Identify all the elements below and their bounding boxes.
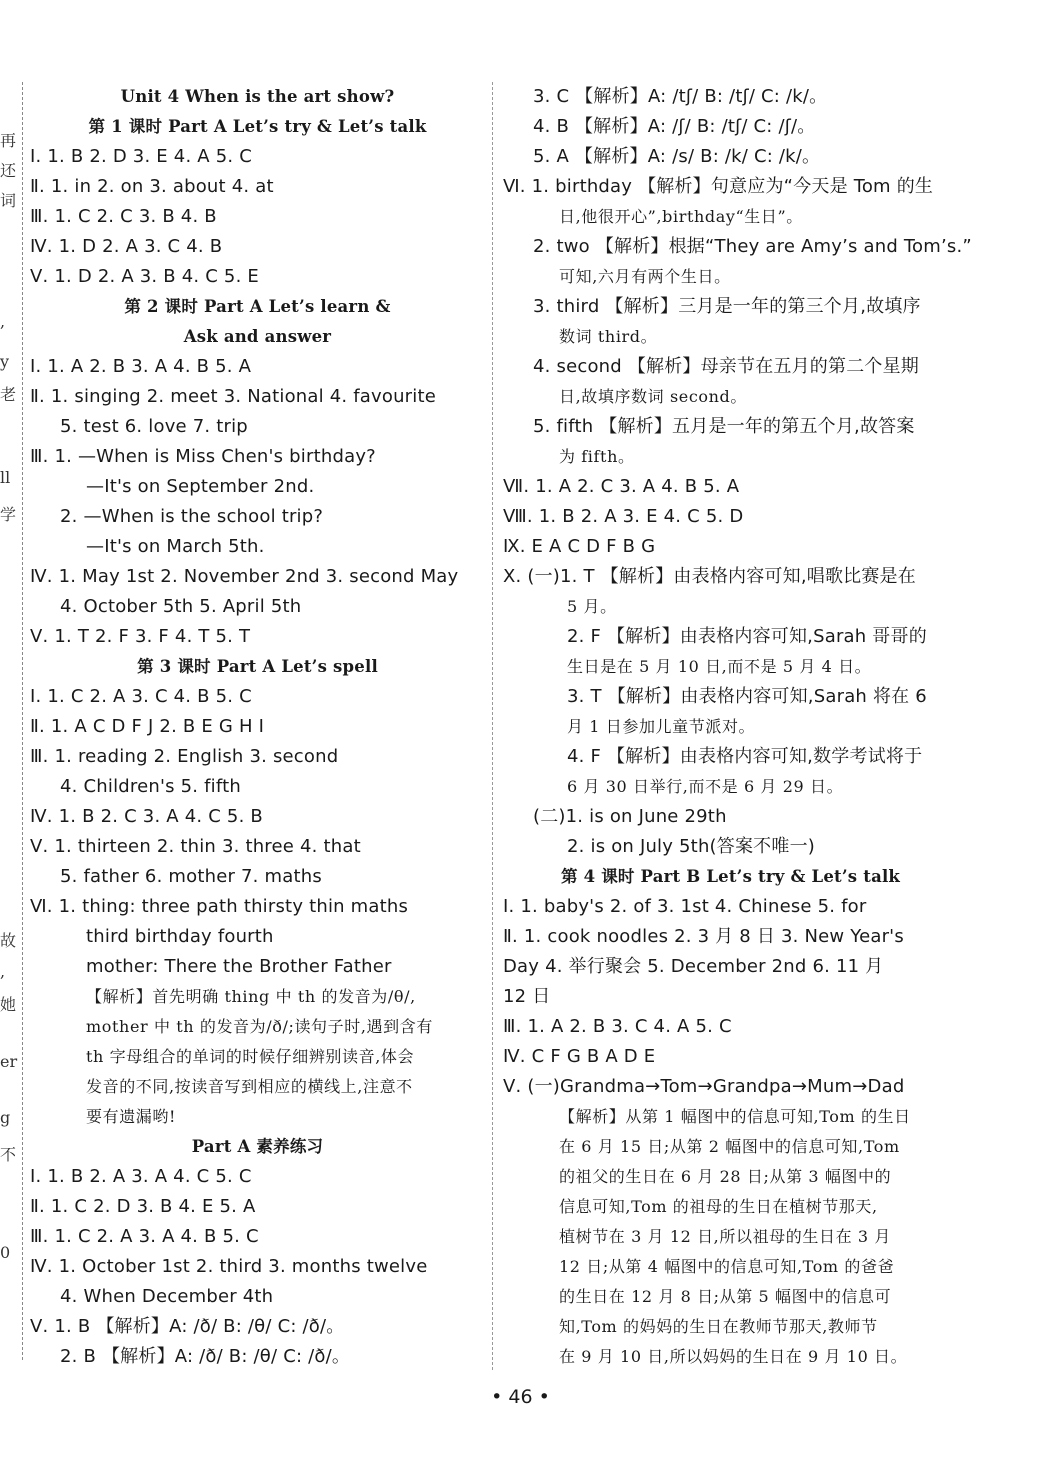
- answer-line: th 字母组合的单词的时候仔细辨别读音,体会: [86, 1047, 415, 1066]
- section-heading: Ask and answer: [183, 327, 332, 346]
- edge-fragment: 她: [0, 995, 17, 1014]
- answer-line: Ⅰ. 1. baby's 2. of 3. 1st 4. Chinese 5. for: [503, 896, 867, 917]
- section-heading: 第 2 课时 Part A Let’s learn &: [124, 297, 391, 316]
- answer-line: 的祖父的生日在 6 月 28 日;从第 3 幅图中的: [559, 1167, 892, 1186]
- edge-fragment: ,: [0, 962, 6, 981]
- answer-line: 日,故填序数词 second。: [559, 387, 747, 406]
- answer-line: 要有遗漏哟!: [86, 1107, 177, 1126]
- answer-line: 2. two 【解析】根据“They are Amy’s and Tom’s.”: [533, 236, 972, 257]
- answer-line: Ⅲ. 1. C 2. C 3. B 4. B: [30, 206, 217, 227]
- answer-line: mother: There the Brother Father: [86, 956, 392, 977]
- section-heading: 第 1 课时 Part A Let’s try & Let’s talk: [88, 117, 427, 136]
- edge-fragment: 还: [0, 161, 17, 180]
- answer-line: 4. F 【解析】由表格内容可知,数学考试将于: [567, 746, 923, 767]
- answer-line: 5. A 【解析】A: /s/ B: /k/ C: /k/。: [533, 146, 821, 167]
- edge-fragment: g: [0, 1108, 11, 1127]
- answer-line: Ⅰ. 1. A 2. B 3. A 4. B 5. A: [30, 356, 252, 377]
- edge-fragment: 老: [0, 385, 17, 404]
- answer-line: 发音的不同,按读音写到相应的横线上,注意不: [86, 1077, 413, 1096]
- answer-line: —It's on March 5th.: [86, 536, 265, 557]
- answer-line: 5 月。: [567, 597, 617, 616]
- answer-line: Day 4. 举行聚会 5. December 2nd 6. 11 月: [503, 956, 884, 977]
- answer-line: Ⅲ. 1. —When is Miss Chen's birthday?: [30, 446, 376, 467]
- answer-line: Ⅶ. 1. A 2. C 3. A 4. B 5. A: [503, 476, 740, 497]
- answer-line: 2. —When is the school trip?: [60, 506, 324, 527]
- edge-fragment: 再: [0, 131, 17, 150]
- answer-line: Ⅲ. 1. A 2. B 3. C 4. A 5. C: [503, 1016, 732, 1037]
- left-margin-rule: [22, 82, 23, 1360]
- answer-line: Ⅹ. (一)1. T 【解析】由表格内容可知,唱歌比赛是在: [503, 566, 916, 587]
- answer-line: 生日是在 5 月 10 日,而不是 5 月 4 日。: [567, 657, 872, 676]
- section-heading: Unit 4 When is the art show?: [120, 87, 395, 106]
- answer-line: Ⅰ. 1. B 2. A 3. A 4. C 5. C: [30, 1166, 252, 1187]
- section-heading: 第 4 课时 Part B Let’s try & Let’s talk: [560, 867, 901, 886]
- answer-line: Ⅱ. 1. A C D F J 2. B E G H I: [30, 716, 265, 737]
- answer-line: 2. B 【解析】A: /ð/ B: /θ/ C: /ð/。: [60, 1346, 351, 1367]
- answer-line: 5. test 6. love 7. trip: [60, 416, 248, 437]
- edge-fragment: 故: [0, 931, 17, 950]
- answer-line: 可知,六月有两个生日。: [559, 267, 731, 286]
- answer-line: 3. T 【解析】由表格内容可知,Sarah 将在 6: [567, 686, 927, 707]
- answer-line: 3. third 【解析】三月是一年的第三个月,故填序: [533, 296, 921, 317]
- answer-line: 的生日在 12 月 8 日;从第 5 幅图中的信息可: [559, 1287, 892, 1306]
- answer-line: 4. second 【解析】母亲节在五月的第二个星期: [533, 356, 920, 377]
- page-number: • 46 •: [491, 1386, 550, 1408]
- answer-line: Ⅴ. 1. D 2. A 3. B 4. C 5. E: [30, 266, 259, 287]
- answer-line: Ⅴ. 1. thirteen 2. thin 3. three 4. that: [30, 836, 361, 857]
- answer-line: 12 日;从第 4 幅图中的信息可知,Tom 的爸爸: [559, 1257, 895, 1276]
- answer-line: 5. father 6. mother 7. maths: [60, 866, 322, 887]
- edge-fragment: 0: [0, 1243, 11, 1262]
- edge-fragment: 词: [0, 191, 17, 210]
- answer-line: Ⅸ. E A C D F B G: [503, 536, 656, 557]
- answer-line: Ⅴ. 1. T 2. F 3. F 4. T 5. T: [30, 626, 251, 647]
- answer-line: 5. fifth 【解析】五月是一年的第五个月,故答案: [533, 416, 915, 437]
- answer-line: 在 9 月 10 日,所以妈妈的生日在 9 月 10 日。: [559, 1347, 908, 1366]
- answer-line: 3. C 【解析】A: /tʃ/ B: /tʃ/ C: /k/。: [533, 86, 828, 107]
- answer-line: 在 6 月 15 日;从第 2 幅图中的信息可知,Tom: [559, 1137, 900, 1156]
- answer-line: Ⅲ. 1. reading 2. English 3. second: [30, 746, 339, 767]
- edge-fragment: 学: [0, 505, 17, 524]
- answer-line: 月 1 日参加儿童节派对。: [567, 717, 756, 736]
- answer-line: Ⅱ. 1. in 2. on 3. about 4. at: [30, 176, 274, 197]
- answer-line: 植树节在 3 月 12 日,所以祖母的生日在 3 月: [559, 1227, 891, 1246]
- answer-line: 2. F 【解析】由表格内容可知,Sarah 哥哥的: [567, 626, 927, 647]
- answer-line: 【解析】首先明确 thing 中 th 的发音为/θ/,: [86, 987, 416, 1006]
- column-divider: [492, 82, 493, 1370]
- answer-line: Ⅵ. 1. thing: three path thirsty thin maths: [30, 896, 409, 917]
- right-column: [503, 82, 972, 1372]
- answer-line: Ⅱ. 1. singing 2. meet 3. National 4. favourite: [30, 386, 437, 407]
- edge-fragment: y: [0, 352, 10, 371]
- answer-line: Ⅱ. 1. C 2. D 3. B 4. E 5. A: [30, 1196, 256, 1217]
- answer-line: Ⅳ. 1. B 2. C 3. A 4. C 5. B: [30, 806, 263, 827]
- answer-line: 日,他很开心”,birthday“生日”。: [559, 207, 803, 226]
- answer-line: mother 中 th 的发音为/ð/;读句子时,遇到含有: [86, 1017, 433, 1036]
- answer-line: 2. is on July 5th(答案不唯一): [567, 836, 815, 857]
- answer-line: 信息可知,Tom 的祖母的生日在植树节那天,: [559, 1197, 878, 1216]
- answer-line: Ⅷ. 1. B 2. A 3. E 4. C 5. D: [503, 506, 744, 527]
- left-column: [30, 82, 485, 1372]
- answer-line: third birthday fourth: [86, 926, 274, 947]
- answer-line: 为 fifth。: [559, 447, 635, 466]
- answer-line: Ⅲ. 1. C 2. A 3. A 4. B 5. C: [30, 1226, 259, 1247]
- answer-line: Ⅳ. C F G B A D E: [503, 1046, 656, 1067]
- answer-line: Ⅴ. 1. B 【解析】A: /ð/ B: /θ/ C: /ð/。: [30, 1316, 345, 1337]
- answer-line: 6 月 30 日举行,而不是 6 月 29 日。: [567, 777, 844, 796]
- answer-line: —It's on September 2nd.: [86, 476, 315, 497]
- answer-line: 数词 third。: [559, 327, 658, 346]
- answer-line: 4. B 【解析】A: /ʃ/ B: /tʃ/ C: /ʃ/。: [533, 116, 816, 137]
- answer-line: Ⅳ. 1. D 2. A 3. C 4. B: [30, 236, 223, 257]
- section-heading: Part A 素养练习: [191, 1137, 324, 1156]
- answer-line: Ⅱ. 1. cook noodles 2. 3 月 8 日 3. New Year's: [503, 926, 904, 947]
- answer-line: (二)1. is on June 29th: [533, 806, 727, 827]
- section-heading: 第 3 课时 Part A Let’s spell: [137, 657, 378, 676]
- answer-line: Ⅴ. (一)Grandma→Tom→Grandpa→Mum→Dad: [503, 1076, 905, 1097]
- answer-line: 4. When December 4th: [60, 1286, 274, 1307]
- answer-line: Ⅳ. 1. October 1st 2. third 3. months twelve: [30, 1256, 428, 1277]
- edge-fragment: ll: [0, 468, 11, 487]
- answer-line: Ⅵ. 1. birthday 【解析】句意应为“今天是 Tom 的生: [503, 176, 934, 197]
- answer-line: Ⅳ. 1. May 1st 2. November 2nd 3. second May: [30, 566, 459, 587]
- answer-line: 知,Tom 的妈妈的生日在教师节那天,教师节: [559, 1317, 878, 1336]
- answer-line: Ⅰ. 1. B 2. D 3. E 4. A 5. C: [30, 146, 252, 167]
- edge-fragment: 不: [0, 1145, 17, 1164]
- edge-fragment: ,: [0, 312, 6, 331]
- answer-line: 4. October 5th 5. April 5th: [60, 596, 302, 617]
- answer-line: 4. Children's 5. fifth: [60, 776, 241, 797]
- answer-line: 12 日: [503, 986, 551, 1007]
- answer-line: 【解析】从第 1 幅图中的信息可知,Tom 的生日: [559, 1107, 911, 1126]
- answer-line: Ⅰ. 1. C 2. A 3. C 4. B 5. C: [30, 686, 252, 707]
- edge-fragment: er: [0, 1052, 18, 1071]
- adjacent-page-edge: [0, 80, 16, 1370]
